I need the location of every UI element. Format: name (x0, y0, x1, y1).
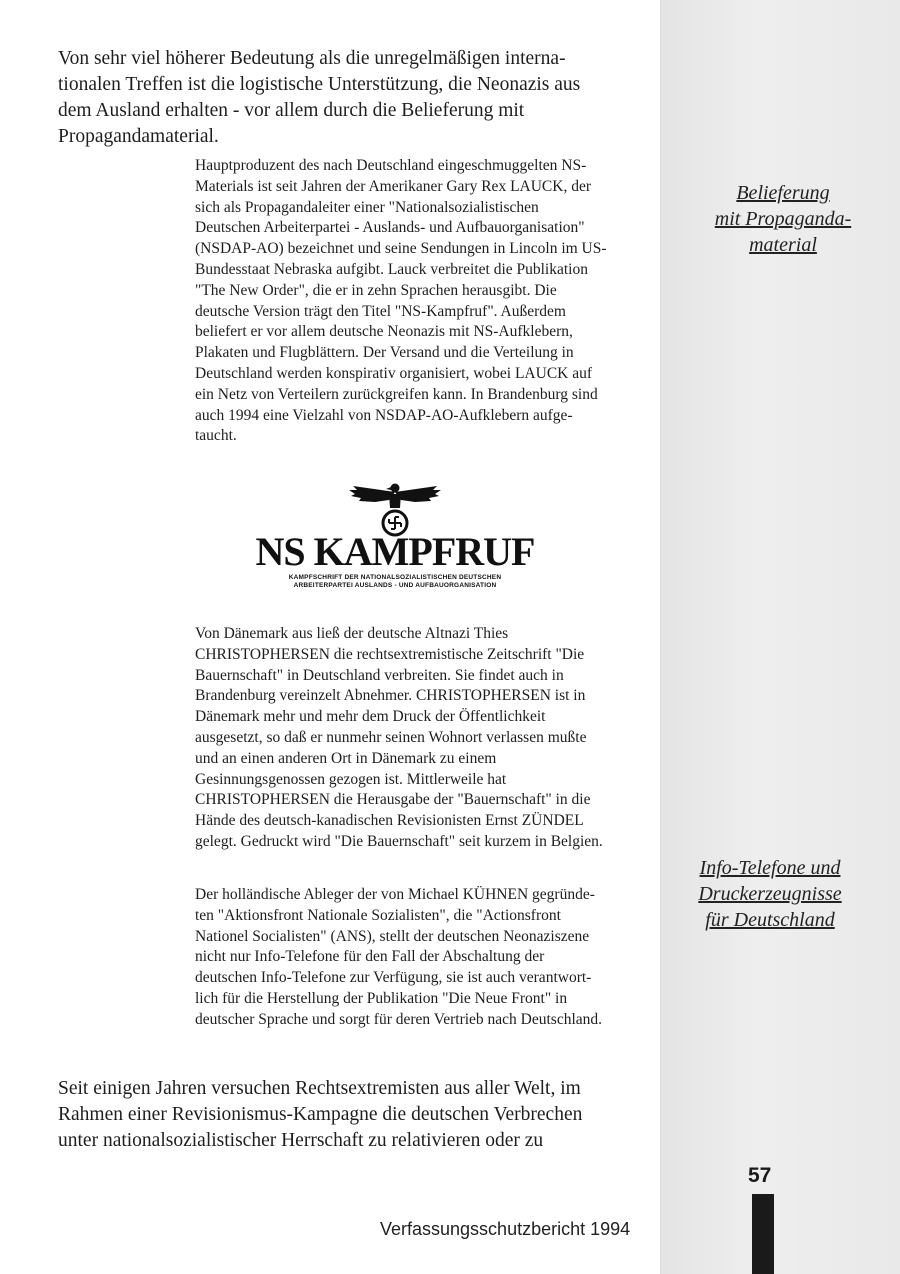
text-line: ten "Aktionsfront Nationale Sozialisten", die "Actionsfront (195, 906, 561, 924)
side-note-line: Belieferung (736, 182, 830, 204)
intro-paragraph (58, 46, 580, 150)
text-line: Gesinnungsgenossen gezogen ist. Mittlerweile hat (195, 770, 507, 788)
text-line: tionalen Treffen ist die logistische Unterstützung, die Neonazis aus (58, 74, 581, 95)
text-line: Von Dänemark aus ließ der deutsche Altnazi Thies (195, 625, 509, 642)
text-line: unter nationalsozialistischer Herrschaft zu relativieren oder zu (58, 1130, 544, 1151)
text-line: nicht nur Info-Telefone für den Fall der Abschaltung der (195, 948, 545, 966)
text-line: Deutschen Arbeiterpartei - Auslands- und Aufbauorganisation" (195, 219, 585, 237)
text-line: Materials ist seit Jahren der Amerikaner Gary Rex LAUCK, der (195, 177, 591, 195)
text-line: taucht. (195, 427, 237, 445)
text-line: deutschen Info-Telefone zur Verfügung, sie ist auch verantwort- (195, 969, 592, 987)
text-line: Hauptproduzent des nach Deutschland eingeschmuggelten NS- (195, 157, 587, 174)
text-line: CHRISTOPHERSEN die Herausgabe der "Bauernschaft" in die (195, 791, 591, 809)
christophersen-paragraph (195, 624, 603, 853)
text-line: Brandenburg vereinzelt Abnehmer. CHRISTOPHERSEN ist in (195, 687, 586, 705)
page-number: 57 (748, 1164, 772, 1187)
text-line: Propagandamaterial. (58, 126, 219, 147)
text-line: und an einen anderen Ort in Dänemark zu einem (195, 749, 497, 767)
side-note-line: Info-Telefone und (699, 857, 841, 879)
text-line: dem Ausland erhalten - vor allem durch die Belieferung mit (58, 100, 525, 121)
closing-paragraph (58, 1076, 582, 1154)
text-line: Bauernschaft" in Deutschland verbreiten. Sie findet auch in (195, 666, 564, 684)
text-line: Plakaten und Flugblättern. Der Versand und die Verteilung in (195, 344, 574, 362)
side-note-info-telefone (640, 855, 900, 933)
text-line: beliefert er vor allem deutsche Neonazis mit NS-Aufklebern, (195, 323, 573, 341)
text-line: CHRISTOPHERSEN die rechtsextremistische Zeitschrift "Die (195, 645, 585, 663)
text-line: "The New Order", die er in zehn Sprachen herausgibt. Die (195, 281, 557, 299)
text-line: Bundesstaat Nebraska aufgibt. Lauck verbreitet die Publikation (195, 260, 588, 278)
text-line: Nationel Socialisten" (ANS), stellt der deutschen Neonaziszene (195, 927, 590, 945)
text-line: Rahmen einer Revisionismus-Kampagne die deutschen Verbrechen (58, 1104, 583, 1125)
text-line: gelegt. Gedruckt wird "Die Bauernschaft" seit kurzem in Belgien. (195, 832, 603, 850)
ns-kampfruf-masthead (255, 478, 535, 603)
masthead-title: NS KAMPFRUF (255, 529, 535, 574)
text-line: (NSDAP-AO) bezeichnet und seine Sendungen in Lincoln im US- (195, 240, 607, 258)
text-line: Seit einigen Jahren versuchen Rechtsextremisten aus aller Welt, im (58, 1078, 581, 1099)
text-line: deutsche Version trägt den Titel "NS-Kampfruf". Außerdem (195, 302, 566, 320)
text-line: auch 1994 eine Vielzahl von NSDAP-AO-Aufklebern aufge- (195, 406, 573, 424)
side-note-line: mit Propaganda- (714, 208, 852, 230)
side-note-line: Druckerzeugnisse (698, 883, 842, 905)
kuehnen-paragraph (195, 885, 602, 1031)
page-marker-bar (752, 1194, 774, 1274)
text-line: Von sehr viel höherer Bedeutung als die unregelmäßigen interna- (58, 48, 566, 69)
masthead-subtitle: ARBEITERPARTEI AUSLANDS - UND AUFBAUORGANISATION (293, 582, 497, 589)
side-note-line: material (749, 234, 817, 256)
text-line: sich als Propagandaleiter einer "Nationalsozialistischen (195, 198, 539, 216)
text-line: Deutschland werden konspirativ organisiert, wobei LAUCK auf (195, 364, 593, 382)
text-line: ausgesetzt, so daß er nunmehr seinen Wohnort verlassen mußte (195, 728, 587, 746)
text-line: Der holländische Ableger der von Michael KÜHNEN gegründe- (195, 886, 595, 903)
text-line: lich für die Herstellung der Publikation "Die Neue Front" in (195, 989, 568, 1007)
text-line: deutscher Sprache und sorgt für deren Vertrieb nach Deutschland. (195, 1010, 603, 1028)
text-line: ein Netz von Verteilern zurückgreifen kann. In Brandenburg sind (195, 385, 598, 403)
publication-footer: Verfassungsschutzbericht 1994 (380, 1219, 631, 1239)
side-note-line: für Deutschland (705, 909, 835, 931)
masthead-subtitle: KAMPFSCHRIFT DER NATIONALSOZIALISTISCHEN DEUTSCHEN (288, 574, 502, 581)
side-note-propaganda (668, 180, 898, 258)
lauck-paragraph (195, 156, 607, 447)
text-line: Hände des deutsch-kanadischen Revisionisten Ernst ZÜNDEL (195, 812, 584, 830)
text-line: Dänemark mehr und mehr dem Druck der Öffentlichkeit (195, 708, 546, 726)
